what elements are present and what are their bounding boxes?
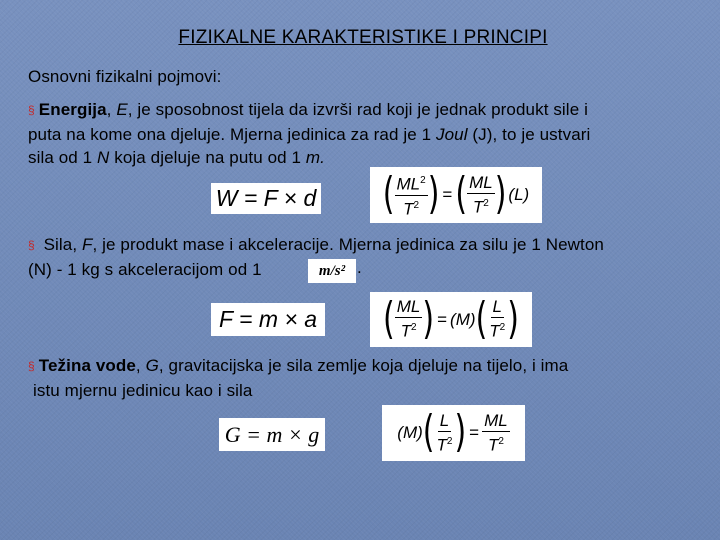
energija-symbol: E [116, 100, 128, 119]
paren-left-icon: ( [475, 293, 488, 345]
section-subtitle: Osnovni fizikalni pojmovi: [28, 67, 222, 86]
equals-sign: = [469, 423, 480, 442]
tezina-line1: , gravitacijska je sila zemlje koja djeluje na tijelo, i ima [158, 356, 569, 375]
paren-left-icon: ( [422, 406, 435, 458]
paren-right-icon: ) [507, 293, 519, 345]
bullet-icon: § [28, 238, 35, 252]
sila-dimension-box: ( $\frac{ML}{T^2}$ ) = (M) ( $\frac{L}{T^2}$ ) [370, 292, 532, 347]
sila-symbol: F [82, 235, 93, 254]
energija-unit: Joul [435, 125, 468, 144]
sila-line2-a: (N) - 1 kg s akceleracijom od 1 [28, 260, 262, 279]
energija-line1: , je sposobnost tijela da izvrši rad koji je jednak produkt sile i [127, 100, 588, 119]
paren-right-icon: ) [454, 406, 467, 458]
paren-left-icon: ( [383, 293, 395, 345]
bullet-icon: § [28, 103, 35, 117]
tezina-dim-rhs: $\frac{ML}{T^2}$ [484, 410, 508, 455]
tezina-term: Težina vode [38, 356, 136, 375]
equals-sign: = [437, 309, 448, 329]
energija-m: m. [305, 148, 325, 167]
paren-left-icon: ( [382, 168, 395, 220]
energija-line3-b: koja djeluje na putu od 1 [109, 148, 306, 167]
sila-formula: F = m × a [211, 303, 325, 336]
paren-right-icon: ) [422, 293, 435, 345]
sila-paragraph: § Sila, F, je produkt mase i akceleracije. Mjerna jedinica za silu je 1 Newton (N) - 1 kg s akceleracijom od 1 [28, 235, 604, 279]
energija-n: N [97, 148, 110, 167]
energija-dim-factor: L [514, 185, 524, 204]
sila-dim-lhs: $\frac{ML}{T^2}$ [396, 297, 421, 341]
paren-right-icon: ) [494, 168, 507, 220]
sila-unit-box: m/s² [308, 259, 356, 283]
sila-line1: , je produkt mase i akceleracije. Mjerna jedinica za silu je 1 Newton [92, 235, 604, 254]
paren-right-icon: ) [427, 168, 440, 220]
sila-dim-rhs: $\frac{L}{T^2}$ [489, 297, 506, 341]
energija-line2-a: puta na kome ona djeluje. Mjerna jedinica za rad je 1 [28, 125, 436, 144]
energija-dimension-box: ( $\frac{ML^2}{T^2}$ ) = ( $\frac{ML}{T^2}$ ) (L) [370, 167, 542, 223]
energija-term: Energija [38, 100, 107, 119]
equals-sign: = [442, 185, 453, 204]
tezina-dim-lhs: $\frac{L}{T^2}$ [436, 410, 453, 455]
tezina-formula: G = m × g [219, 418, 325, 451]
sila-term: Sila [43, 235, 73, 254]
tezina-paragraph: § Težina vode, G, gravitacijska je sila zemlje koja djeluje na tijelo, i ima istu mjernu jedinicu kao i sila [28, 356, 569, 400]
energija-line2-b: (J), to je ustvari [467, 125, 591, 144]
sila-line2-b: . [357, 258, 362, 277]
sila-dim-factor: M [455, 309, 470, 329]
paren-left-icon: ( [455, 168, 468, 220]
tezina-dim-factor: M [402, 423, 418, 442]
bullet-icon: § [28, 359, 35, 373]
energija-dim-lhs: $\frac{ML^2}{T^2}$ [395, 171, 428, 219]
tezina-dimension-box: (M) ( $\frac{L}{T^2}$ ) = $\frac{ML}{T^2}$ [382, 405, 525, 461]
energija-dim-rhs: $\frac{ML}{T^2}$ [469, 172, 493, 217]
energija-paragraph: § Energija, E, je sposobnost tijela da izvrši rad koji je jednak produkt sile i puta na kome ona djeluje. Mjerna jedinica za rad je 1 Joul (J), to je ustvari sila od 1 N koja djeluje na putu od 1 m. [28, 100, 591, 167]
page-title: FIZIKALNE KARAKTERISTIKE I PRINCIPI [178, 27, 548, 48]
tezina-symbol: G [145, 356, 159, 375]
tezina-line2: istu mjernu jedinicu kao i sila [33, 381, 253, 400]
energija-formula: W = F × d [211, 183, 321, 214]
energija-line3-a: sila od 1 [28, 148, 98, 167]
